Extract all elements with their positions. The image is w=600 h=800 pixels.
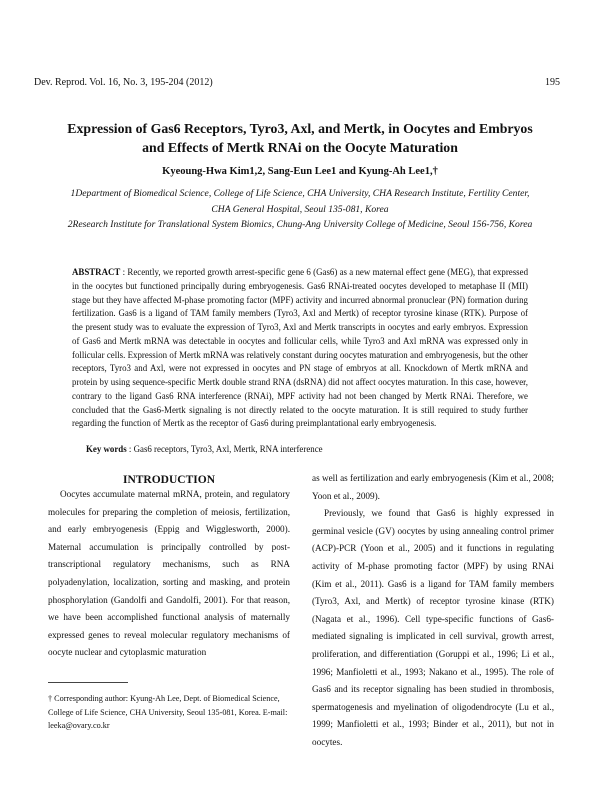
abstract-block: ABSTRACT : Recently, we reported growth arrest-specific gene 6 (Gas6) as a new maternal effect gene (MEG), that expressed in the oocytes but functioned principally during embryogenesis. Gas6 RNAi-treated oocytes developed to metaphase II (MII) stage but they have affected M-phase promoting factor (MPF) activity and incurred abnormal pronuclear (PN) formation during fertilization. Gas6 is a ligand of TAM family members (Tyro3, Axl and Mertk) of receptor tyrosine kinase (RTK). Purpose of the present study was to evaluate the expression of Tyro3, Axl and Mertk transcripts in oocytes and early embryos. Expression of Gas6 and Mertk mRNA was detectable in oocytes and follicular cells, while Tyro3 and Axl mRNA was expressed only in follicular cells. Expression of Mertk mRNA was relatively constant during oocytes maturation and embryogenesis, but the other receptors, Tyro3 and Axl, were not expressed in oocytes and PN stage of embryos at all. Knockdown of Mertk mRNA and protein by using sequence-specific Mertk double strand RNA (dsRNA) did not affect oocytes maturation. In this case, however, contrary to the ligand Gas6 RNA interference (RNAi), MPF activity had not been changed by Mertk RNAi. Therefore, we concluded that the Gas6-Mertk signaling is not directly related to the oocyte maturation. It is still required to study further regarding the function of Mertk as the receptor of Gas6 during preimplantational early embryogenesis. (72, 267, 529, 429)
title-line-1: Expression of Gas6 Receptors, Tyro3, Axl, and Mertk, in Oocytes and Embryos (67, 121, 533, 136)
page-number: 195 (545, 77, 560, 88)
abstract-text: Recently, we reported growth arrest-specific gene 6 (Gas6) as a new maternal effect gene (MEG), that expressed in the oocytes but functioned principally during embryogenesis. Gas6 RNAi-treated oocytes developed to metaphase II (MII) stage but they have affected M-phase promoting factor (MPF) activity and incurred abnormal pronuclear (PN) formation during fertilization. Gas6 is a ligand of TAM family members (Tyro3, Axl and Mertk) of receptor tyrosine kinase (RTK). Purpose of the present study was to evaluate the expression of Tyro3, Axl and Mertk transcripts in oocytes and early embryos. Expression of Gas6 and Mertk mRNA was detectable in oocytes and follicular cells, while Tyro3 and Axl mRNA was expressed only in follicular cells. Expression of Mertk mRNA was relatively constant during oocytes maturation and embryogenesis, but the other receptors, Tyro3 and Axl, were not expressed in oocytes and PN stage of embryos at all. Knockdown of Mertk mRNA and protein by using sequence-specific Mertk double strand RNA (dsRNA) did not affect oocytes maturation. In this case, however, contrary to the ligand Gas6 RNA interference (RNAi), MPF activity had not been changed by Mertk RNAi. Therefore, we concluded that the Gas6-Mertk signaling is not directly related to the oocyte maturation. It is still required to study further regarding the function of Mertk as the receptor of Gas6 during preimplantational early embryogenesis. (72, 267, 529, 429)
abstract-label: ABSTRACT (72, 267, 121, 277)
intro-left-column (48, 486, 290, 662)
keywords-text: Gas6 receptors, Tyro3, Axl, Mertk, RNA interference (133, 444, 323, 454)
article-title (40, 119, 560, 157)
title-line-2: and Effects of Mertk RNAi on the Oocyte Maturation (142, 140, 458, 155)
keywords-line: Key words : Gas6 receptors, Tyro3, Axl, Mertk, RNA interference (86, 444, 323, 454)
intro-right-column (312, 470, 554, 752)
intro-paragraph-2: Previously, we found that Gas6 is highly expressed in germinal vesicle (GV) oocytes by using annealing control primer (ACP)-PCR (Yoon et al., 2005) and it functions in regulating activity of M-phase promoting factor (MPF) by using RNAi (Kim et al., 2011). Gas6 is a ligand for TAM family members (Tyro3, Axl, and Mertk) of receptor tyrosine kinase (RTK) (Nagata et al., 1996). Cell type-specific functions of Gas6-mediated signaling is implicated in cell survival, growth arrest, proliferation, and differentiation (Goruppi et al., 1996; Li et al., 1996; Manfioletti et al., 1993; Nakano et al., 1995). The role of Gas6 and its receptor signaling has been studied in thrombosis, spermatogenesis and myelination of oligodendrocyte (Lu et al., 1999; Manfioletti et al., 1993; Binder et al., 2011), but not in oocytes. (312, 508, 554, 747)
keywords-label: Key words (86, 444, 127, 454)
section-heading-introduction: INTRODUCTION (122, 474, 215, 486)
affiliation-2: 2Research Institute for Translational System Biomics, Chung-Ang University College of Medicine, Seoul 156-756, Korea (67, 219, 533, 230)
footnote-divider (48, 682, 128, 683)
affiliation-1: 1Department of Biomedical Science, College of Life Science, CHA University, CHA Research Institute, Fertility Center, CHA General Hospital, Seoul 135-081, Korea (70, 188, 530, 215)
corresponding-author-footnote: † Corresponding author: Kyung-Ah Lee, Dept. of Biomedical Science, College of Life Science, CHA University, Seoul 135-081, Korea. E-mail: leeka@ovary.co.kr (48, 694, 288, 730)
intro-paragraph-1-continued: as well as fertilization and early embryogenesis (Kim et al., 2008; Yoon et al., 2009). (312, 473, 554, 501)
intro-paragraph-1: Oocytes accumulate maternal mRNA, protein, and regulatory molecules for preparing the completion of meiosis, fertilization, and early embryogenesis (Eppig and Wigglesworth, 2000). Maternal accumulation is principally controlled by post-transcriptional regulatory mechanisms, such as RNA polyadenylation, localization, sorting and masking, and protein phosphorylation (Gandolfi and Gandolfi, 2001). For that reason, we have been accomplished functional analysis of maternally expressed genes to reveal molecular regulatory mechanisms of oocyte nuclear and cytoplasmic maturation (48, 489, 290, 658)
journal-citation: Dev. Reprod. Vol. 16, No. 3, 195-204 (2012) (34, 77, 213, 88)
author-list: Kyeoung-Hwa Kim1,2, Sang-Eun Lee1 and Kyung-Ah Lee1,† (162, 166, 438, 177)
